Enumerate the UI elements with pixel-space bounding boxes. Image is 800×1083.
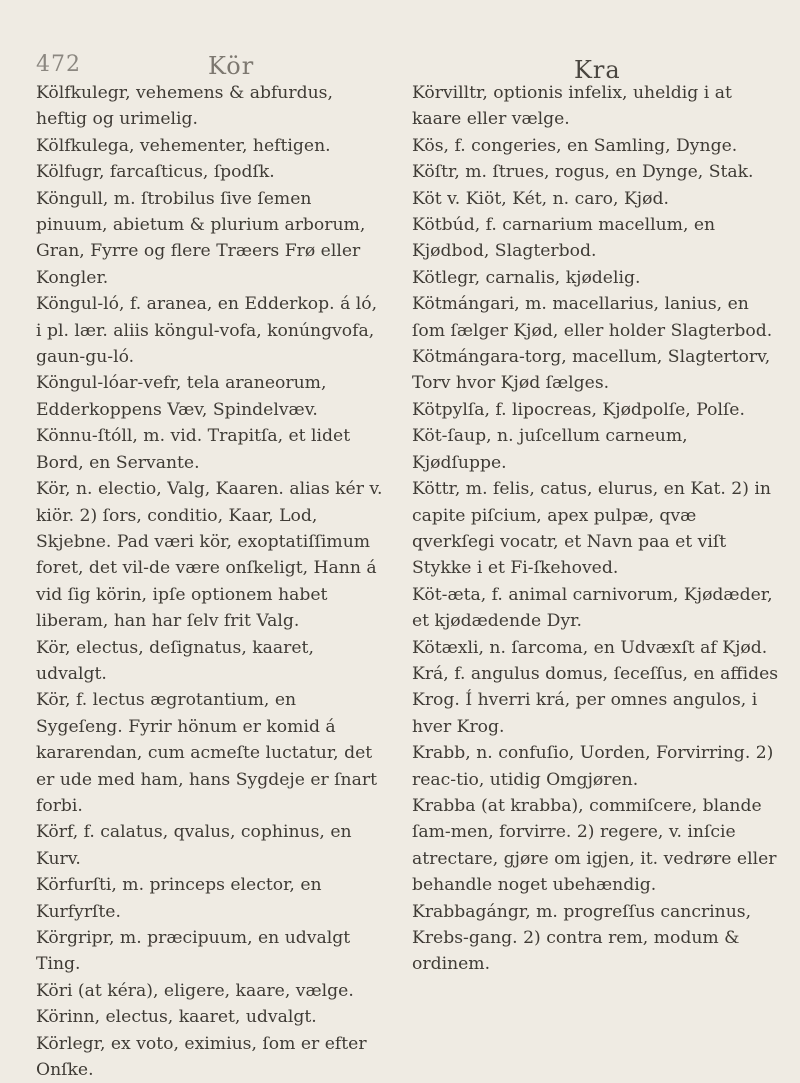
dictionary-entry: Köt-æta, f. animal carnivorum, Kjødæder, et kjødædende Dyr. bbox=[412, 584, 773, 632]
dictionary-entry: Köngull, m. ſtrobilus ſive ſemen pinuum, abietum & plurium arborum, Gran, Fyrre og flere Træers Frø eller Kongler. bbox=[36, 188, 366, 288]
dictionary-entry: Krabb, n. confuſio, Uorden, Forvirring. 2) reac-tio, utidig Omgjøren. bbox=[412, 743, 774, 790]
dictionary-entry: Kötæxli, n. ſarcoma, en Udvæxſt af Kjød. bbox=[412, 637, 768, 658]
dictionary-entry: Köngul-ló, f. aranea, en Edderkop. á ló, i pl. lær. aliis köngul-vofa, konúngvofa, gaun-gu-ló. bbox=[36, 294, 378, 368]
dictionary-entry: Kötpylſa, f. lipocreas, Kjødpolſe, Polſe. bbox=[412, 399, 745, 420]
dictionary-entry: Kölfkulegr, vehemens & abfurdus, heftig og urimelig. bbox=[36, 83, 333, 130]
dictionary-entry: Krabbagángr, m. progreſſus cancrinus, Krebs-gang. 2) contra rem, modum & ordinem. bbox=[412, 901, 752, 975]
dictionary-entry: Kölfugr, farcaſticus, ſpodſk. bbox=[36, 162, 275, 183]
dictionary-entry: Kör, electus, deſignatus, kaaret, udvalgt. bbox=[36, 637, 314, 684]
page-header bbox=[0, 12, 800, 82]
dictionary-entry: Kötmángara-torg, macellum, Slagtertorv, Torv hvor Kjød ſælges. bbox=[412, 347, 771, 394]
dictionary-entry: Köngul-lóar-vefr, tela araneorum, Edderkoppens Væv, Spindelvæv. bbox=[36, 373, 327, 420]
dictionary-entry: Köſtr, m. ſtrues, rogus, en Dynge, Stak. bbox=[412, 162, 754, 183]
dictionary-entry: Köttr, m. felis, catus, elurus, en Kat. 2) in capite piſcium, apex pulpæ, qvæ qverkſegi vocatr, et Navn paa et viſt Stykke i et Fi-ſkehoved. bbox=[412, 479, 771, 579]
dictionary-entry: Körgripr, m. præcipuum, en udvalgt Ting. bbox=[36, 928, 351, 975]
dictionary-entry: Krá, f. angulus domus, ſeceſſus, en affides Krog. Í hverri krá, per omnes angulos, i hver Krog. bbox=[412, 663, 779, 737]
dictionary-entry: Kölfkulegа, vehementer, heftigen. bbox=[36, 135, 331, 156]
dictionary-entry: Krabba (at krabba), commiſcere, blande ſam-men, forvirre. 2) regere, v. inſcie atrectare, gjøre om igjen, it. vedrøre eller behandle noget ubehændig. bbox=[412, 795, 777, 896]
dictionary-entry: Körf, f. calatus, qvalus, cophinus, en Kurv. bbox=[36, 822, 352, 869]
right-running-head: Kra bbox=[574, 56, 621, 84]
dictionary-entry: Kör, n. electio, Valg, Kaaren. alias kér v. kiör. 2) ſors, conditio, Kaar, Lod, Skjebne. Pad væri kör, exoptatiſſimum foret, det vil-de være onſkeligt, Hann á vid ſig körin, ipſe optionem habet liberam, han har ſelv frit Valg. bbox=[36, 479, 383, 632]
dictionary-entry: Köt v. Kiöt, Két, n. caro, Kjød. bbox=[412, 188, 669, 209]
dictionary-entry: Körvilltr, optionis infelix, uheldig i at kaare eller vælge. bbox=[412, 83, 732, 130]
dictionary-entry: Körfurſti, m. princeps elector, en Kurfyrſte. bbox=[36, 875, 322, 922]
page-number: 472 bbox=[36, 52, 81, 77]
dictionary-entry: Körlegr, ex voto, eximius, ſom er efter Onſke. bbox=[36, 1033, 367, 1081]
dictionary-entry: Kötbúd, f. carnarium macellum, en Kjødbod, Slagterbod. bbox=[412, 215, 716, 262]
dictionary-entry: Kös, f. congeries, en Samling, Dynge. bbox=[412, 135, 738, 156]
dictionary-entry: Kötmángari, m. macellarius, lanius, en ſom ſælger Kjød, eller holder Slagterbod. bbox=[412, 294, 773, 341]
dictionary-entry: Kötlegr, carnalis, kjødelig. bbox=[412, 267, 641, 288]
dictionary-entry: Könnu-ſtóll, m. vid. Trapitſa, et lidet Bord, en Servante. bbox=[36, 426, 351, 473]
dictionary-entry: Körinn, electus, kaaret, udvalgt. bbox=[36, 1007, 317, 1028]
right-column bbox=[412, 80, 780, 978]
left-column bbox=[36, 80, 388, 1083]
dictionary-entry: Köri (at kéra), eligere, kaare, vælge. bbox=[36, 980, 354, 1001]
left-running-head: Kör bbox=[208, 52, 255, 80]
dictionary-entry: Kör, f. lectus ægrotantium, en Sygeſeng. Fyrir hönum er komid á kararendan, cum acmeſte luctatur, det er ude med ham, hans Sygdeje er ſnart forbi. bbox=[36, 690, 377, 816]
dictionary-entry: Köt-ſaup, n. juſcellum carneum, Kjødſuppe. bbox=[412, 426, 688, 473]
